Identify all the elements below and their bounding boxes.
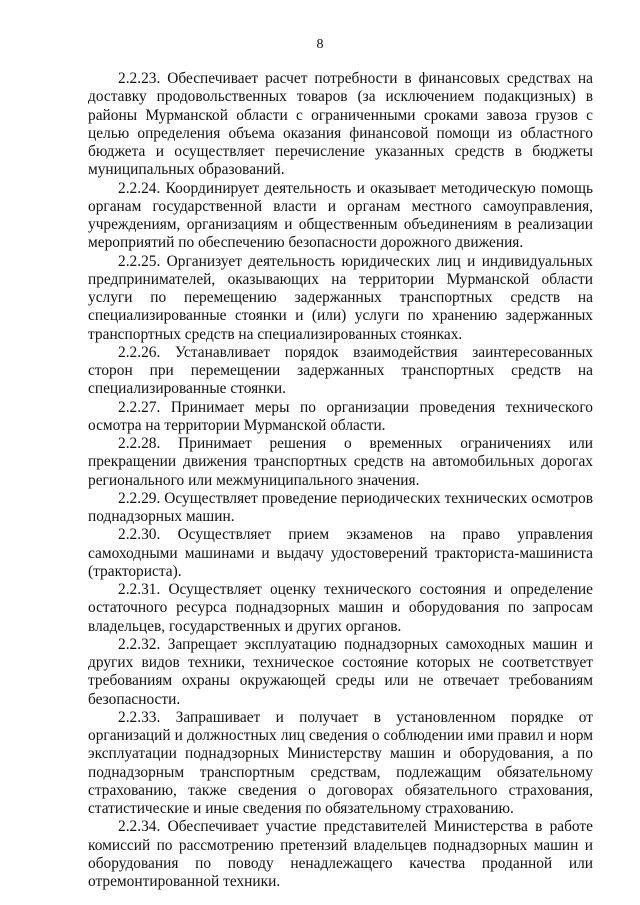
paragraph-2-2-27: 2.2.27. Принимает меры по организации проведения технического осмотра на территории Мурманской области. <box>88 398 593 434</box>
paragraph-2-2-33: 2.2.33. Запрашивает и получает в установленном порядке от организаций и должностных лиц сведения о соблюдении ими правил и норм эксплуатации поднадзорных Министерству машин и оборудования, а по поднадзорным транспортным средствам, подлежащим обязательному страхованию, также сведения о договорах обязательного страхования, статистические и иные сведения по обязательному страхованию. <box>88 708 593 817</box>
paragraph-2-2-30: 2.2.30. Осуществляет прием экзаменов на право управления самоходными машинами и выдачу удостоверений тракториста-машиниста (тракториста). <box>88 526 593 580</box>
paragraph-2-2-25: 2.2.25. Организует деятельность юридических лиц и индивидуальных предпринимателей, оказывающих на территории Мурманской области услуги по перемещению задержанных транспортных средств на специализированные стоянки и (или) услуги по хранению задержанных транспортных средств на специализированных стоянках. <box>88 252 593 343</box>
paragraph-2-2-34: 2.2.34. Обеспечивает участие представителей Министерства в работе комиссий по рассмотрению претензий владельцев поднадзорных машин и оборудования по поводу ненадлежащего качества проданной или отремонтированной техники. <box>88 818 593 890</box>
paragraph-2-2-26: 2.2.26. Устанавливает порядок взаимодействия заинтересованных сторон при перемещении задержанных транспортных средств на специализированные стоянки. <box>88 343 593 398</box>
paragraph-2-2-29: 2.2.29. Осуществляет проведение периодических технических осмотров поднадзорных машин. <box>88 489 593 525</box>
paragraph-2-2-28: 2.2.28. Принимает решения о временных ограничениях или прекращении движения транспортных средств на автомобильных дорогах регионального или межмуниципального значения. <box>88 435 593 489</box>
document-body <box>88 70 593 891</box>
page-number: 8 <box>316 37 324 52</box>
paragraph-2-2-31: 2.2.31. Осуществляет оценку технического состояния и определение остаточного ресурса поднадзорных машин и оборудования по запросам владельцев, государственных и других органов. <box>88 581 593 635</box>
paragraph-2-2-23: 2.2.23. Обеспечивает расчет потребности в финансовых средствах на доставку продовольственных товаров (за исключением подакцизных) в районы Мурманской области с ограниченными сроками завоза грузов с целью определения объема оказания финансовой помощи из областного бюджета и осуществляет перечисление указанных средств в бюджеты муниципальных образований. <box>88 70 593 179</box>
paragraph-2-2-32: 2.2.32. Запрещает эксплуатацию поднадзорных самоходных машин и других видов техники, техническое состояние которых не соответствует требованиям охраны окружающей среды или не отвечает требованиям безопасности. <box>88 635 593 708</box>
paragraph-2-2-24: 2.2.24. Координирует деятельность и оказывает методическую помощь органам государственной власти и органам местного самоуправления, учреждениям, организациям и общественным объединениям в реализации мероприятий по обеспечению безопасности дорожного движения. <box>88 179 593 252</box>
